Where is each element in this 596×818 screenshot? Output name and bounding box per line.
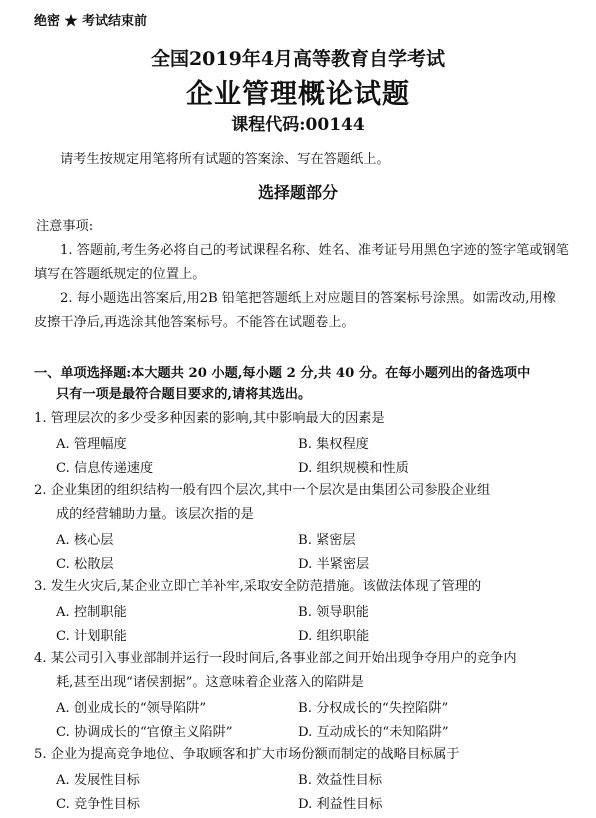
note-1-line-1: 1. 答题前,考生务必将自己的考试课程名称、姓名、准考证号用黑色字迹的签字笔或钢笔 xyxy=(60,243,569,258)
question-3-option-b: B. 领导职能 xyxy=(298,605,369,620)
question-2-option-a: A. 核心层 xyxy=(56,533,114,548)
question-1-option-a: A. 管理幅度 xyxy=(56,437,127,452)
question-4-option-b: B. 分权成长的“失控陷阱” xyxy=(298,701,449,716)
question-2-option-b: B. 紧密层 xyxy=(298,533,356,548)
question-4-option-d: D. 互动成长的“未知陷阱” xyxy=(298,725,449,740)
question-2-option-c: C. 松散层 xyxy=(56,557,114,572)
question-3-option-d: D. 组织职能 xyxy=(298,629,370,644)
question-4-option-a: A. 创业成长的“领导陷阱” xyxy=(56,701,207,716)
question-1-stem: 1. 管理层次的多少受多种因素的影响,其中影响最大的因素是 xyxy=(34,411,385,426)
question-2-option-d: D. 半紧密层 xyxy=(298,557,370,572)
question-4-option-c: C. 协调成长的“官僚主义陷阱” xyxy=(56,725,233,740)
subject-title: 企业管理概论试题 xyxy=(186,79,410,110)
question-3-option-a: A. 控制职能 xyxy=(56,605,127,620)
section-title: 选择题部分 xyxy=(257,183,338,202)
note-2-line-1: 2. 每小题选出答案后,用2B 铅笔把答题纸上对应题目的答案标号涂黑。如需改动,用橡 xyxy=(60,291,556,306)
note-1-line-2: 填写在答题纸规定的位置上。 xyxy=(34,267,206,282)
notes-heading: 注意事项: xyxy=(36,219,94,234)
instruction-text: 请考生按规定用笔将所有试题的答案涂、写在答题纸上。 xyxy=(60,152,390,167)
question-4-stem-line-1: 4. 某公司引入事业部制并运行一段时间后,各事业部之间开始出现争夺用户的竞争内 xyxy=(34,651,517,666)
question-1-option-c: C. 信息传递速度 xyxy=(56,461,154,476)
question-2-stem-line-2: 成的经营辅助力量。该层次指的是 xyxy=(56,507,254,522)
question-3-stem: 3. 发生火灾后,某企业立即亡羊补牢,采取安全防范措施。该做法体现了管理的 xyxy=(34,579,482,594)
question-5-option-a: A. 发展性目标 xyxy=(56,773,140,788)
question-4-stem-line-2: 耗,甚至出现“诸侯割据”。这意味着企业落入的陷阱是 xyxy=(56,675,364,690)
question-3-option-c: C. 计划职能 xyxy=(56,629,127,644)
part-heading-line-1: 一、单项选择题:本大题共 20 小题,每小题 2 分,共 40 分。在每小题列出的备选项中 xyxy=(34,366,531,381)
course-code: 课程代码:00144 xyxy=(231,115,365,135)
question-5-option-b: B. 效益性目标 xyxy=(298,773,383,788)
question-2-stem-line-1: 2. 企业集团的组织结构一般有四个层次,其中一个层次是由集团公司参股企业组 xyxy=(34,483,491,498)
question-1-option-d: D. 组织规模和性质 xyxy=(298,461,409,476)
exam-title: 全国2019年4月高等教育自学考试 xyxy=(150,48,446,70)
question-5-option-c: C. 竞争性目标 xyxy=(56,797,140,812)
confidential-header: 绝密 ★ 考试结束前 xyxy=(34,14,148,29)
part-heading-line-2: 只有一项是最符合题目要求的,请将其选出。 xyxy=(56,387,312,402)
question-5-option-d: D. 利益性目标 xyxy=(298,797,383,812)
question-5-stem: 5. 企业为提高竞争地位、争取顾客和扩大市场份额而制定的战略目标属于 xyxy=(34,747,460,762)
question-1-option-b: B. 集权程度 xyxy=(298,437,369,452)
note-2-line-2: 皮擦干净后,再选涂其他答案标号。不能答在试题卷上。 xyxy=(34,315,355,330)
